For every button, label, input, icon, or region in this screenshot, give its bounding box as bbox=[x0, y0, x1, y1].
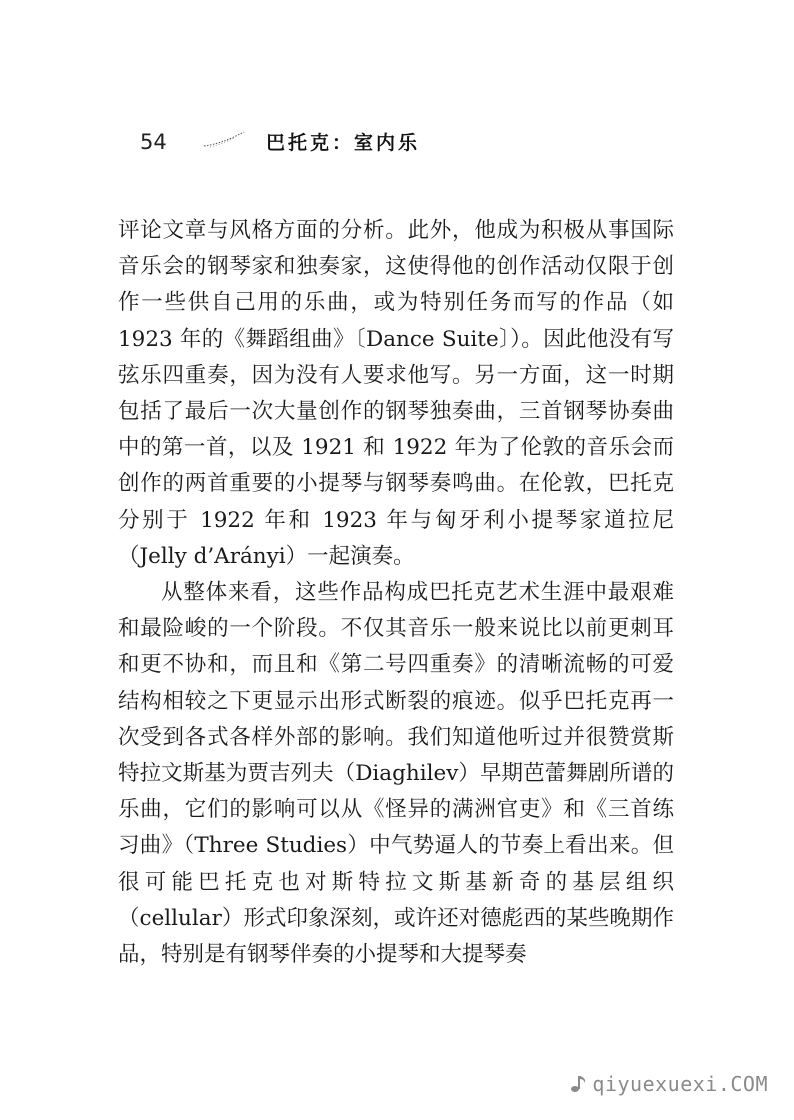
paragraph: 从整体来看，这些作品构成巴托克艺术生涯中最艰难和最险峻的一个阶段。不仅其音乐一般来说比以前更刺耳和更不协和，而且和《第二号四重奏》的清晰流畅的可爱结构相较之下更显示出形式断裂的痕迹。似乎巴托克再一次受到各式各样外部的影响。我们知道他听过并很赞赏斯特拉文斯基为贾吉列夫（Diaghilev）早期芭蕾舞剧所谱的乐曲，它们的影响可以从《怪异的满洲官吏》和《三首练习曲》（Three Studies）中气势逼人的节奏上看出来。但很可能巴托克也对斯特拉文斯基新奇的基层组织（cellular）形式印象深刻，或许还对德彪西的某些晚期作品，特别是有钢琴伴奏的小提琴和大提琴奏 bbox=[118, 580, 674, 968]
body-text bbox=[118, 213, 674, 973]
page-header bbox=[140, 128, 540, 158]
header-ornament-icon bbox=[202, 130, 246, 150]
page-number: 54 bbox=[140, 130, 167, 154]
paragraph: 评论文章与风格方面的分析。此外，他成为积极从事国际音乐会的钢琴家和独奏家，这使得他的创作活动仅限于创作一些供自己用的乐曲，或为特别任务而写的作品（如 1923 年的《舞蹈组曲》〔Dance Suite〕）。因此他没有写弦乐四重奏，因为没有人要求他写。另一方面，这一时期包括了最后一次大量创作的钢琴独奏曲，三首钢琴协奏曲中的第一首，以及 1921 和 1922 年为了伦敦的音乐会而创作的两首重要的小提琴与钢琴奏鸣曲。在伦敦，巴托克分别于 1922 年和 1923 年与匈牙利小提琴家道拉尼（Jelly d’Arányi）一起演奏。 bbox=[118, 218, 674, 569]
watermark-text: qiyuexuexi.COM bbox=[592, 1072, 768, 1096]
watermark bbox=[568, 1068, 768, 1100]
music-note-icon bbox=[568, 1073, 590, 1095]
running-title: 巴托克：室内乐 bbox=[266, 132, 421, 154]
